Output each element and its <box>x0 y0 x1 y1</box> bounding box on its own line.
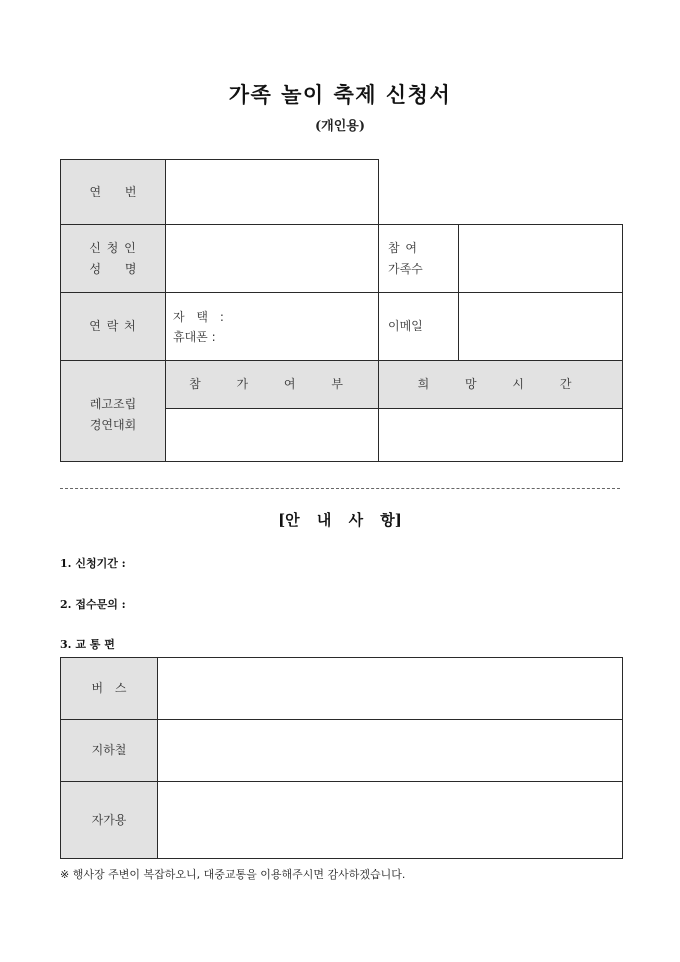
participation-header-cell <box>165 360 379 409</box>
family-count-value-cell <box>458 224 623 293</box>
preferred-time-header: 희 망 시 간 <box>417 377 584 391</box>
notice-item-transport: 3. 교 통 편 <box>60 638 115 651</box>
participation-value-cell <box>165 408 379 462</box>
transport-row-subway-label <box>60 719 158 782</box>
dashed-divider <box>60 488 620 489</box>
transport-row-bus-value <box>157 657 623 720</box>
notice-item-inquiry: 2. 접수문의 : <box>60 598 126 611</box>
family-count-label-cell <box>378 224 459 293</box>
form-subtitle: (개인용) <box>315 119 365 134</box>
bus-label: 버 스 <box>91 681 127 695</box>
notice-item-application-period: 1. 신청기간 : <box>60 557 126 570</box>
footnote: ※ 행사장 주변이 복잡하오니, 대중교통을 이용해주시면 감사하겠습니다. <box>60 868 406 881</box>
transport-row-car-label <box>60 781 158 859</box>
contact-label-cell <box>60 292 166 361</box>
contact-home-label: 자 택 : <box>173 309 224 324</box>
applicant-label-cell <box>60 224 166 293</box>
transport-row-subway-value <box>157 719 623 782</box>
family-count-label-line1: 참 여 <box>388 240 418 255</box>
lego-contest-label-line2: 경연대회 <box>89 418 137 432</box>
serial-label-cell <box>60 159 166 225</box>
applicant-label-line2: 성 명 <box>89 261 137 276</box>
contact-label: 연 락 처 <box>89 319 137 333</box>
subway-label: 지하철 <box>91 743 127 757</box>
car-label: 자가용 <box>91 812 127 827</box>
email-value-cell <box>458 292 623 361</box>
applicant-value-cell <box>165 224 379 293</box>
form-title: 가족 놀이 축제 신청서 <box>228 82 452 107</box>
lego-contest-label-line1: 레고조립 <box>89 397 137 411</box>
transport-row-bus-label <box>60 657 158 720</box>
preferred-time-value-cell <box>378 408 623 462</box>
contact-mobile-label: 휴대폰 : <box>173 329 216 344</box>
email-label-cell <box>378 292 459 361</box>
serial-label: 연 번 <box>89 184 137 199</box>
contact-value-cell <box>165 292 379 361</box>
family-count-label-line2: 가족수 <box>388 261 423 276</box>
participation-header: 참 가 여 부 <box>189 377 355 391</box>
applicant-label-line1: 신 청 인 <box>89 240 137 255</box>
email-label: 이메일 <box>388 319 423 333</box>
transport-row-car-value <box>157 781 623 859</box>
notice-heading: [안 내 사 항] <box>278 511 402 529</box>
serial-value-cell <box>165 159 379 225</box>
lego-contest-label-cell <box>60 360 166 462</box>
preferred-time-header-cell <box>378 360 623 409</box>
